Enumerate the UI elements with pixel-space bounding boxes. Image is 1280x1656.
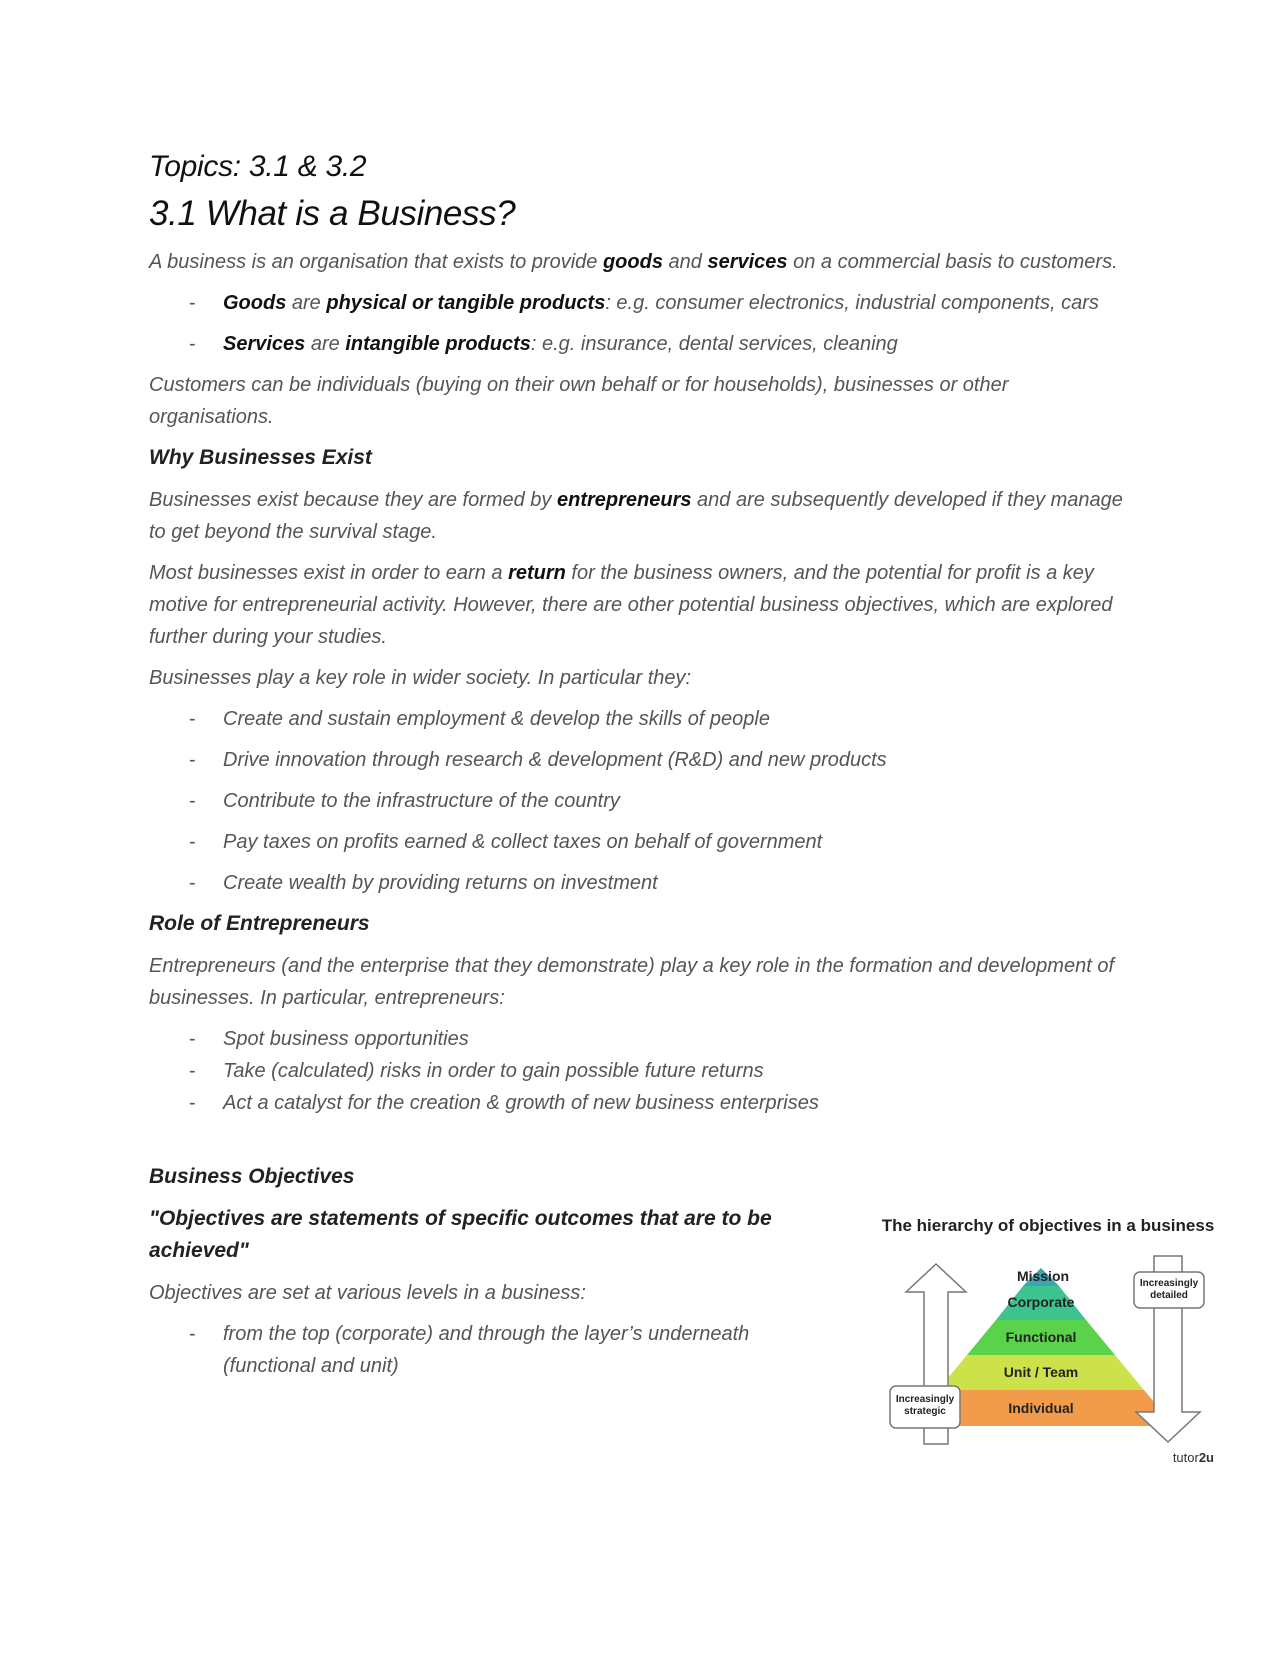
tutor2u-logo: tutor2u	[1172, 1450, 1214, 1465]
entrepreneur-list	[149, 1023, 1129, 1119]
pyramid-graphic	[878, 1216, 1218, 1476]
list-item: - Pay taxes on profits earned & collect taxes on behalf of government	[189, 831, 823, 853]
level-corporate: Corporate	[1007, 1294, 1075, 1310]
list-item: - Drive innovation through research & development (R&D) and new products	[189, 749, 887, 771]
list-item: - Services are intangible products: e.g. insurance, dental services, cleaning	[189, 333, 898, 355]
objectives-paragraph: Objectives are set at various levels in a business:	[149, 1282, 586, 1304]
left-label: Increasingly strategic	[895, 1394, 955, 1417]
hierarchy-figure	[878, 1216, 1218, 1476]
level-individual: Individual	[1008, 1400, 1074, 1416]
objectives-quote: "Objectives are statements of specific outcomes that are to be achieved"	[149, 1207, 772, 1262]
why-paragraph-1: Businesses exist because they are formed by entrepreneurs and are subsequently developed if they manage to get beyond the survival stage.	[149, 489, 1123, 543]
list-item: - Create wealth by providing returns on investment	[189, 872, 658, 894]
why-heading: Why Businesses Exist	[149, 446, 372, 469]
level-unit-team: Unit / Team	[1003, 1364, 1079, 1380]
objectives-heading: Business Objectives	[149, 1165, 355, 1188]
document-page	[149, 150, 1129, 1391]
page-title: 3.1 What is a Business?	[149, 194, 516, 233]
topics-heading: Topics: 3.1 & 3.2	[149, 150, 367, 183]
level-mission: Mission	[1016, 1268, 1070, 1284]
list-item: - Goods are physical or tangible products: e.g. consumer electronics, industrial components, cars	[189, 292, 1099, 314]
list-item: - Contribute to the infrastructure of the country	[189, 790, 620, 812]
list-item: - Spot business opportunities	[189, 1028, 469, 1050]
list-item: - Take (calculated) risks in order to gain possible future returns	[189, 1060, 764, 1082]
list-item: - Create and sustain employment & develop the skills of people	[189, 708, 770, 730]
right-label: Increasingly detailed	[1139, 1278, 1199, 1301]
why-paragraph-2: Most businesses exist in order to earn a return for the business owners, and the potential for profit is a key motive for entrepreneurial activity. However, there are other potential business objectives, which are explored further during your studies.	[149, 562, 1113, 648]
definition-list	[149, 287, 1129, 360]
role-heading: Role of Entrepreneurs	[149, 912, 370, 935]
objectives-list	[149, 1318, 829, 1382]
list-item: - Act a catalyst for the creation & growth of new business enterprises	[189, 1092, 819, 1114]
objectives-section	[149, 1161, 829, 1382]
why-paragraph-3: Businesses play a key role in wider society. In particular they:	[149, 667, 692, 689]
role-paragraph: Entrepreneurs (and the enterprise that they demonstrate) play a key role in the formation and development of businesses. In particular, entrepreneurs:	[149, 955, 1114, 1009]
list-item: - from the top (corporate) and through the layer’s underneath (functional and unit)	[189, 1323, 750, 1377]
intro-paragraph: A business is an organisation that exists to provide goods and services on a commercial basis to customers.	[149, 251, 1118, 273]
customers-paragraph: Customers can be individuals (buying on their own behalf or for households), businesses or other organisations.	[149, 374, 1009, 428]
level-functional: Functional	[1005, 1329, 1077, 1345]
society-role-list	[149, 703, 1129, 899]
figure-title: The hierarchy of objectives in a business	[881, 1216, 1215, 1235]
